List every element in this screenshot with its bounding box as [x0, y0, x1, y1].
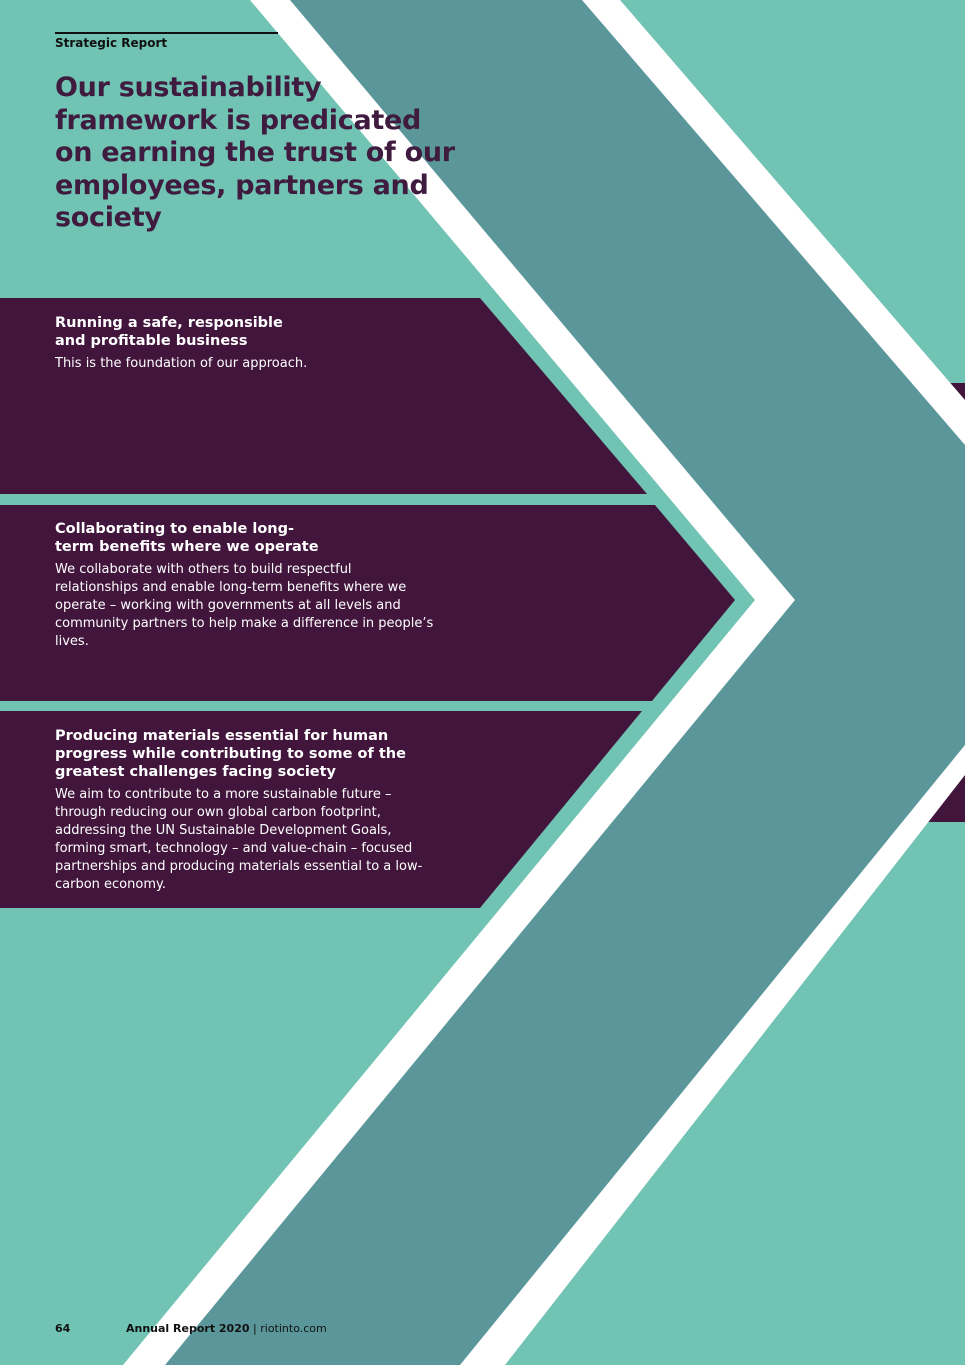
footer-report-info	[126, 1322, 327, 1335]
pillar-body: We aim to contribute to a more sustainable future – through reducing our own global carbon footprint, addressing the UN Sustainable Development Goals, forming smart, technology – and value-chain – focused partnerships and producing materials essential to a low-carbon economy.	[55, 787, 423, 892]
pillar-card-safe-business	[55, 314, 435, 373]
page-title: Our sustainability framework is predicated on earning the trust of our employees, partners and society	[55, 72, 455, 233]
pillar-body: This is the foundation of our approach.	[55, 356, 308, 371]
pillar-heading: Producing materials essential for human progress while contributing to some of the greatest challenges facing society	[55, 728, 406, 780]
pillar-body: We collaborate with others to build respectful relationships and enable long-term benefits where we operate – working with governments at all levels and community partners to help make a difference in people’s lives.	[55, 562, 434, 649]
website-link[interactable]: riotinto.com	[260, 1322, 327, 1335]
section-label: Strategic Report	[55, 36, 168, 50]
pillar-card-collaborating	[55, 520, 435, 651]
pillar-heading: Collaborating to enable long-term benefits where we operate	[55, 521, 319, 555]
page-number: 64	[55, 1322, 71, 1335]
footer-separator: |	[249, 1322, 261, 1335]
pillar-heading: Running a safe, responsible and profitable business	[55, 315, 283, 349]
pillar-card-producing-materials	[55, 727, 435, 894]
header-rule	[55, 32, 278, 34]
report-title: Annual Report 2020	[126, 1322, 250, 1335]
